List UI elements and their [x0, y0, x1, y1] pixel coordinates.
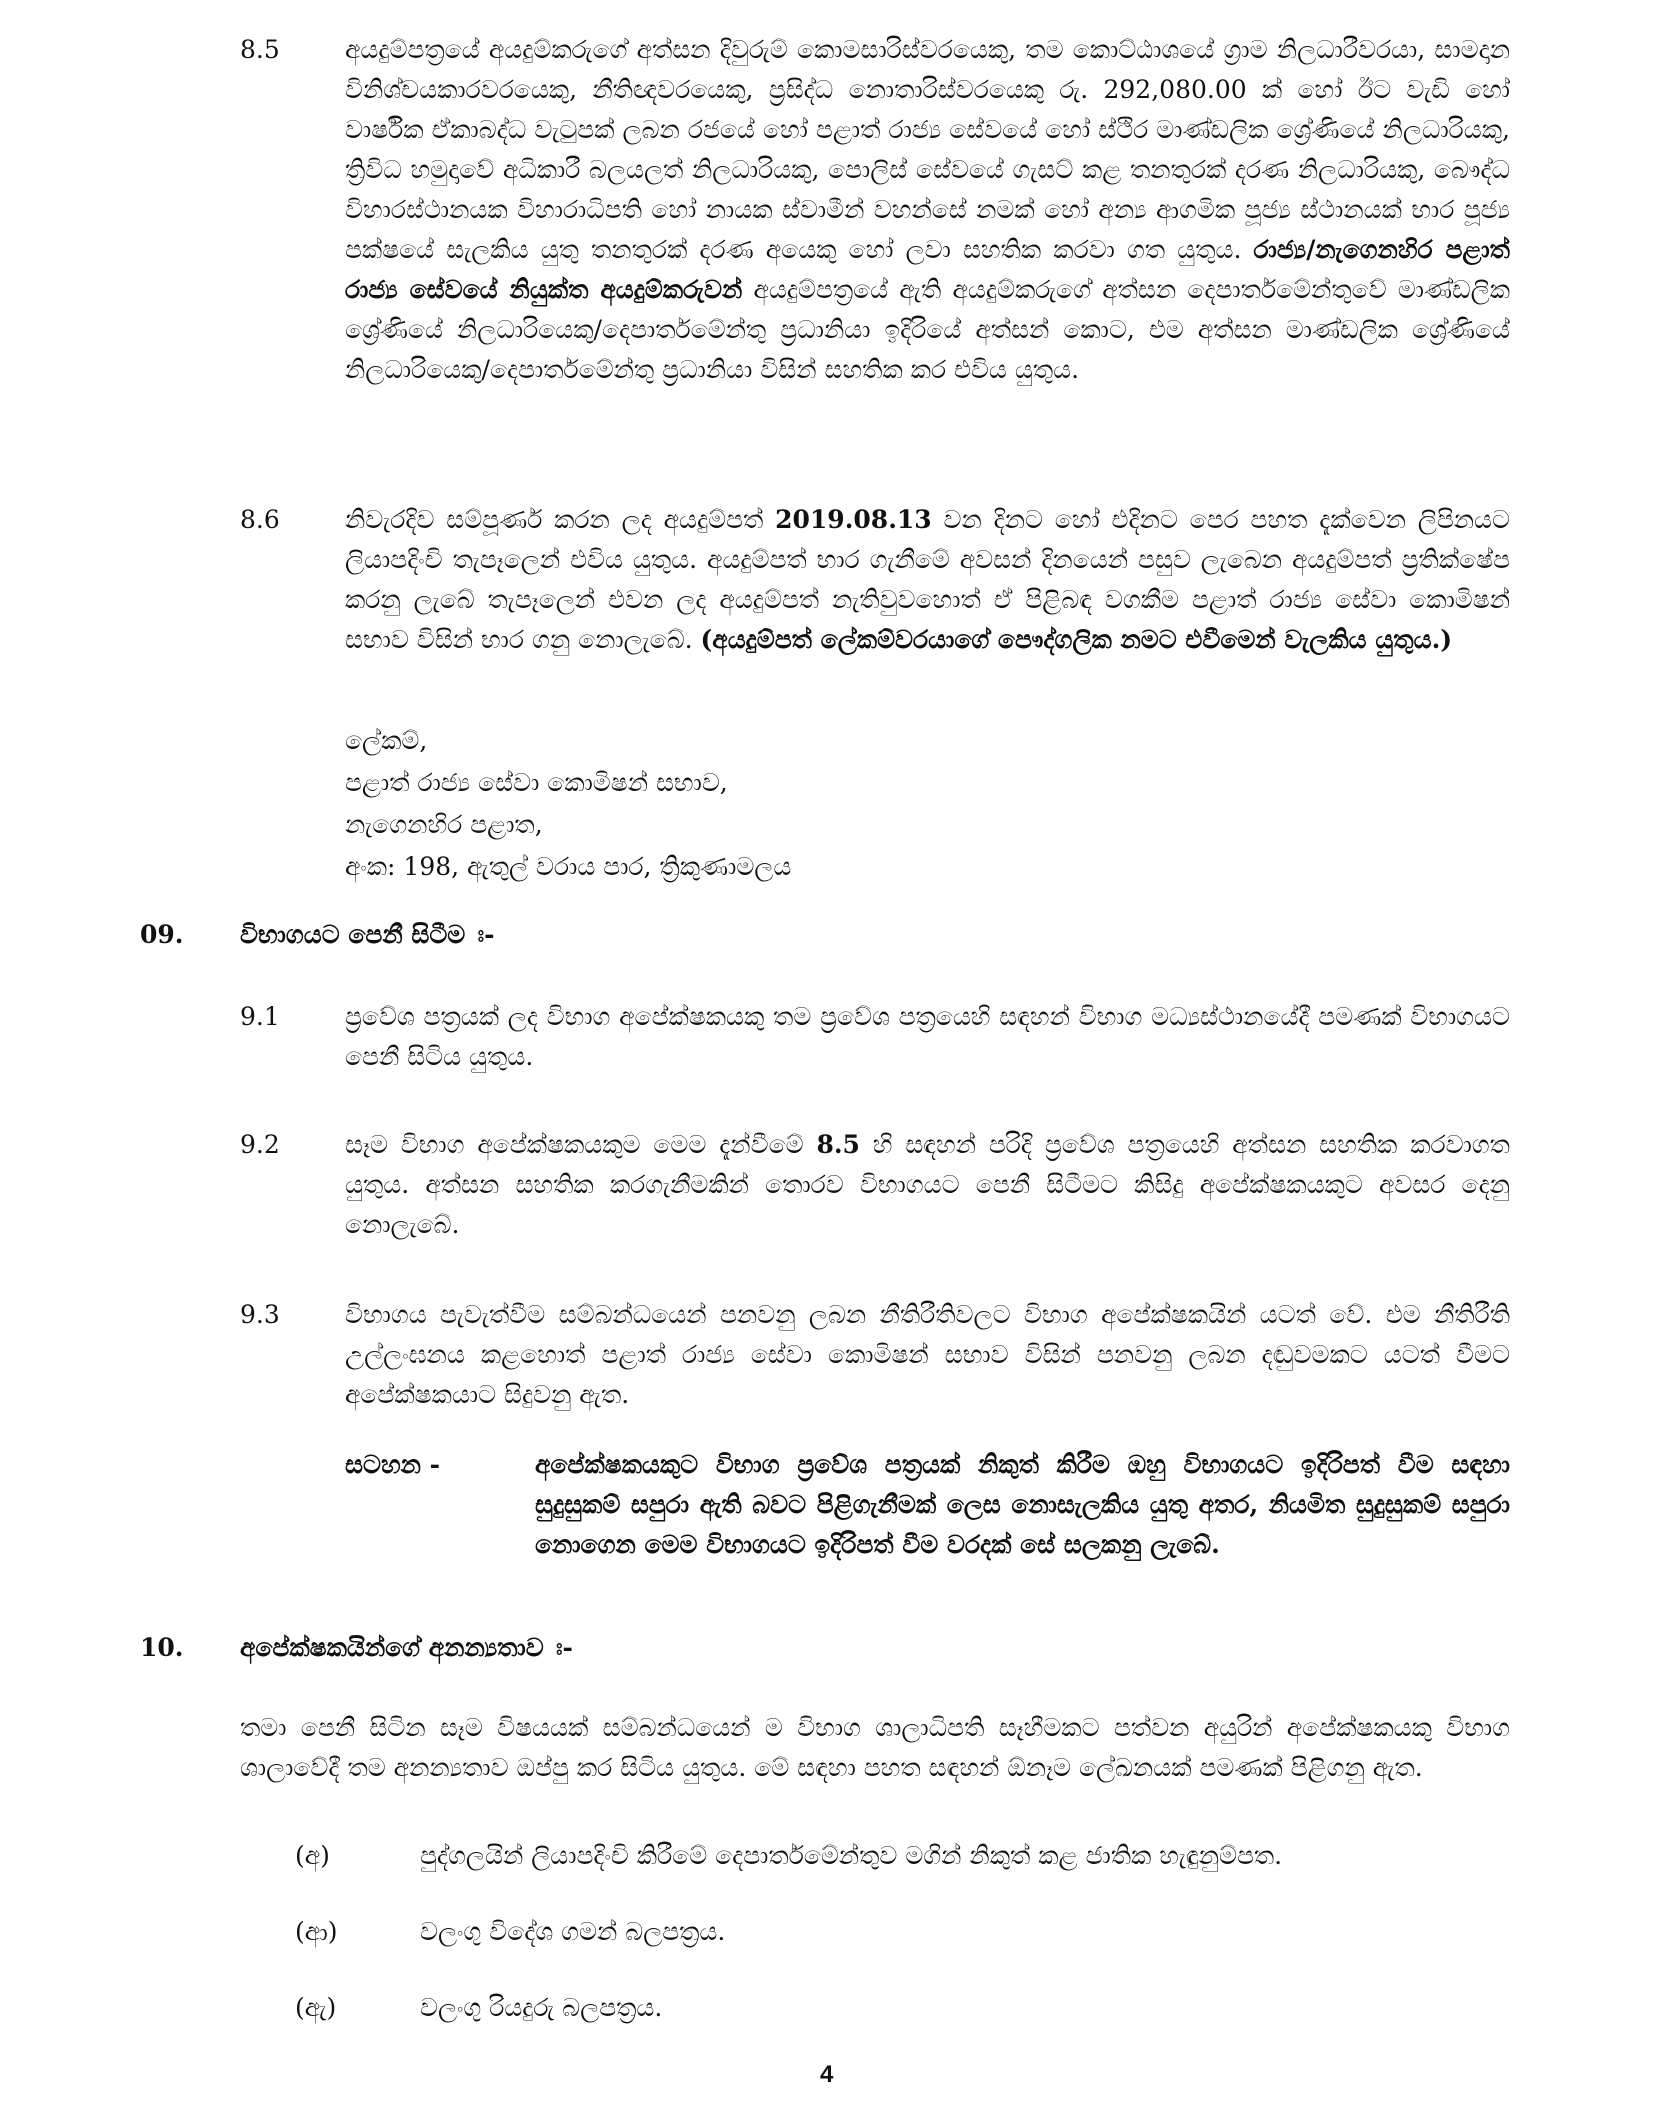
paragraph-10: තමා පෙනී සිටින සෑම විෂයයක් සම්බන්ධයෙන් ම විභාග ශාලාධිපති සෑහීමකට පත්වන අයුරින් අපේක්ෂකයකු විභාග ශාලාවේදී තම අනන්‍යතාව ඔප්පු කර සිටිය යුතුය. මේ සඳහා පහත සඳහන් ඕනෑම ලේඛනයක් පමණක් පිළිගනු ඇත. — [240, 1713, 1510, 1782]
note-label: සටහන - — [345, 1450, 441, 1479]
section-number: 9.2 — [240, 1130, 280, 1159]
paragraph-9-1: ප්‍රවේශ පත්‍රයක් ලද විභාග අපේක්ෂකයකු තම ප්‍රවේශ පත්‍රයෙහි සඳහන් විභාග මධ්‍යස්ථානයේදී පමණක් විභාගයට පෙනී සිටිය යුතුය. — [345, 1002, 1510, 1071]
list-item-label: (ඇ) — [295, 1993, 337, 2022]
paragraph-text: නිවැරදිව සම්පූර්ණ කරන ලද අයදුම්පත් — [345, 505, 764, 534]
paragraph-9-2 — [345, 1125, 1510, 1245]
section-number: 9.1 — [240, 1002, 280, 1031]
section-number: 09. — [140, 920, 184, 949]
address-line: ලේකම්, — [345, 726, 428, 755]
paragraph-text: අයදුම්පත්‍රයේ අයදුම්කරුගේ අත්සන දිවුරුම් කොමසාරිස්වරයෙකු, තම කොට්ඨාශයේ ග්‍රාම නිලධාරීවරයා, සාමදාන විනිශ්චයකාරවරයෙකු, නීතිඥවරයෙකු, ප්‍රසිද්ධ නොතාරිස්වරයෙකු රු. 292,080.00 ක් හෝ ඊට වැඩි හෝ වාර්ෂික ඒකාබද්ධ වැටුපක් ලබන රජයේ හෝ පළාත් රාජ්‍ය සේවයේ හෝ ස්ථිර මාණ්ඩලික ශ්‍රේණියේ නිලධාරියකු, ත්‍රිවිධ හමුදාවේ අධිකාරී බලයලත් නිලධාරියකු, පොලිස් සේවයේ ගැසට් කළ තනතුරක් දරණ නිලධාරියකු, බෞද්ධ විහාරස්ථානයක විහාරාධිපති හෝ නායක ස්වාමීන් වහන්සේ නමක් හෝ අන්‍ය ආගමික පූජ්‍ය ස්ථානයක් භාර පූජ්‍ය පක්ෂයේ සැලකිය යුතු තනතුරක් දරණ අයෙකු හෝ ලවා සහතික කරවා ගත යුතුය. — [345, 35, 1510, 264]
section-number: 10. — [140, 1633, 184, 1662]
paragraph-text: වන දිනට හෝ එදිනට පෙර පහත දැක්වෙන ලිපිනයට ලියාපදිංචි තැපෑලෙන් එවිය යුතුය. අයදුම්පත් භාර ගැනීමේ අවසන් දිනයෙන් පසුව ලැබෙන අයදුම්පත් ප්‍රතික්ෂේප කරනු ලැබේ තැපෑලෙන් එවන ලද අයදුම්පත් නැතිවුවහොත් ඒ පිළිබඳ වගකීම පළාත් රාජ්‍ය සේවා කොමිෂන් සභාව විසින් භාර ගනු නොලැබේ. — [345, 505, 1511, 654]
address-block — [345, 720, 791, 888]
paragraph-8-6 — [345, 500, 1510, 660]
section-number: 8.5 — [240, 35, 280, 64]
list-item-label: (ආ) — [295, 1917, 338, 1946]
list-item-text: වලංගු රියදුරු බලපත්‍රය. — [420, 1993, 663, 2022]
paragraph-text: සෑම විභාග අපේක්ෂකයකුම මෙම දැන්වීමේ — [345, 1130, 804, 1159]
section-heading: විභාගයට පෙනී සිටීම ඃ- — [240, 920, 495, 949]
paragraph-9-3: විභාගය පැවැත්වීම සම්බන්ධයෙන් පනවනු ලබන නීතිරීතිවලට විභාග අපේක්ෂකයින් යටත් වේ. එම නීතිරීති උල්ලංඝනය කළහොත් පළාත් රාජ්‍ය සේවා කොමිෂන් සභාව විසින් පනවනු ලබන දඬුවමකට යටත් වීමට අපේක්ෂකයාට සිදුවනු ඇත. — [345, 1300, 1510, 1409]
bold-text: රාජ්‍ය/නැගෙනහිර පළාත් රාජ්‍ය සේවයේ නියුක්ත අයදුම්කරුවන් — [345, 235, 1510, 304]
section-number: 9.3 — [240, 1300, 280, 1329]
list-item-label: (අ) — [295, 1841, 330, 1870]
paragraph-text: අයදුම්පත්‍රයේ ඇති අයදුම්කරුගේ අත්සන දෙපාර්තමේන්තුවේ මාණ්ඩලික ශ්‍රේණියේ නිලධාරියෙකු/දෙපාර්තමේන්තු ප්‍රධානියා ඉදිරියේ අත්සන් කොට, එම අත්සන මාණ්ඩලික ශ්‍රේණියේ නිලධාරියෙකු/දෙපාර්තමේන්තු ප්‍රධානියා විසින් සහතික කර එවිය යුතුය. — [345, 275, 1511, 384]
section-number: 8.6 — [240, 505, 280, 534]
list-item-text: පුද්ගලයින් ලියාපදිංචි කිරීමේ දෙපාර්තමේන්තුව මගින් නිකුත් කළ ජාතික හැඳුනුම්පත. — [420, 1841, 1283, 1870]
paragraph-text: හි සඳහන් පරිදි ප්‍රවේශ පත්‍රයෙහි අත්සන සහතික කරවාගත යුතුය. අත්සන සහතික කරගැනීමකින් තොරව විභාගයට පෙනී සිටීමට කිසිදු අපේක්ෂකයකුට අවසර දෙනු නොලැබේ. — [345, 1130, 1510, 1239]
bold-text: (අයදුම්පත් ලේකම්වරයාගේ පෞද්ගලික නමට එවීමෙන් වැලකිය යුතුය.) — [700, 625, 1453, 654]
section-reference: 8.5 — [816, 1130, 860, 1159]
list-item-text: වලංගු විදේශ ගමන් බලපත්‍රය. — [420, 1917, 726, 1946]
page-number: 4 — [820, 2061, 834, 2088]
paragraph-8-5 — [345, 30, 1510, 390]
section-heading: අපේක්ෂකයින්ගේ අනන්‍යතාව ඃ- — [240, 1633, 573, 1662]
address-line: නැගෙනහිර පළාත, — [345, 810, 543, 839]
deadline-date: 2019.08.13 — [775, 505, 932, 534]
address-line: අංක: 198, ඇතුල් වරාය පාර, ත්‍රිකුණාමලය — [345, 852, 792, 881]
address-line: පළාත් රාජ්‍ය සේවා කොමිෂන් සභාව, — [345, 768, 728, 797]
note-text: අපේක්ෂකයකුට විභාග ප්‍රවේශ පත්‍රයක් නිකුත් කිරීම ඔහු විභාගයට ඉදිරිපත් වීම සඳහා සුදුසුකම් සපුරා ඇති බවට පිළිගැනීමක් ලෙස නොසැලකිය යුතු අතර, නියමිත සුදුසුකම් සපුරා නොගෙන මෙම විභාගයට ඉදිරිපත් වීම වරදක් සේ සලකනු ලැබේ. — [535, 1450, 1510, 1559]
